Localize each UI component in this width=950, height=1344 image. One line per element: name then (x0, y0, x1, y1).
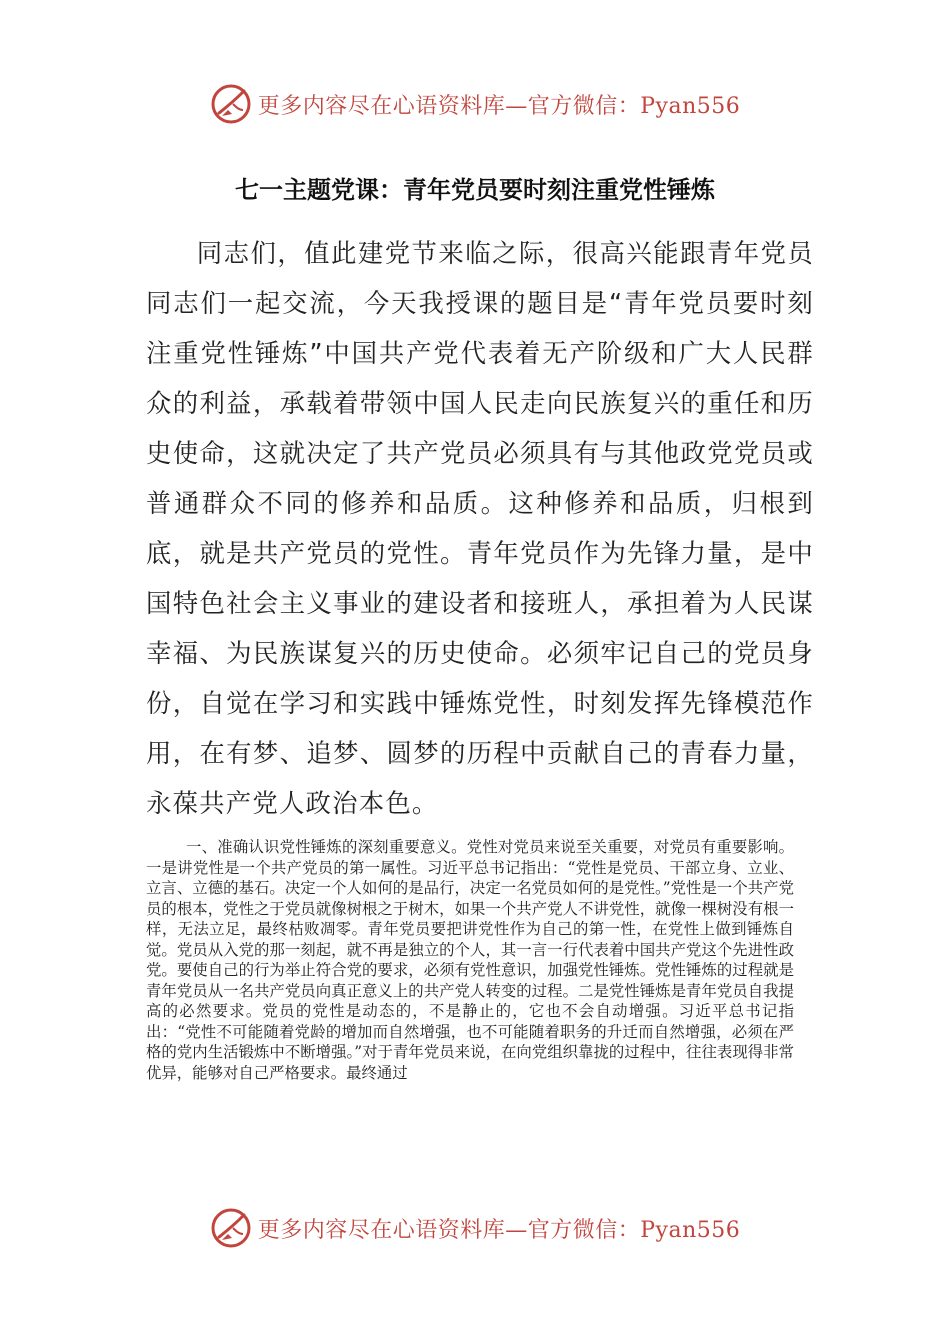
pen-logo-icon (210, 83, 252, 125)
footer-banner-text: 更多内容尽在心语资料库—官方微信：Pyan556 (257, 1217, 741, 1243)
header-banner (0, 82, 950, 126)
section-one-paragraph: 一、准确认识党性锤炼的深刻重要意义。党性对党员来说至关重要，对党员有重要影响。一是讲党性是一个共产党员的第一属性。习近平总书记指出：“党性是党员、干部立身、立业、立言、立德的基石。决定一个人如何的是品行，决定一名党员如何的是党性。”党性是一个共产党员的根本，党性之于党员就像树根之于树木，如果一个共产党人不讲党性，就像一棵树没有根一样，无法立足，最终枯败凋零。青年党员要把讲党性作为自己的第一性，在党性上做到锤炼自觉。党员从入党的那一刻起，就不再是独立的个人，其一言一行代表着中国共产党这个先进性政党。要使自己的行为举止符合党的要求，必须有党性意识，加强党性锤炼。党性锤炼的过程就是青年党员从一名共产党员向真正意义上的共产党人转变的过程。二是党性锤炼是青年党员自我提高的必然要求。党员的党性是动态的，不是静止的，它也不会自动增强。习近平总书记指出：“党性不可能随着党龄的增加而自然增强，也不可能随着职务的升迁而自然增强，必须在严格的党内生活锻炼中不断增强。”对于青年党员来说，在向党组织靠拢的过程中，往往表现得非常优异，能够对自己严格要求。最终通过 (146, 838, 794, 1082)
document-title: 七一主题党课：青年党员要时刻注重党性锤炼 (235, 176, 715, 204)
intro-paragraph: 同志们，值此建党节来临之际，很高兴能跟青年党员同志们一起交流，今天我授课的题目是“青年党员要时刻注重党性锤炼”中国共产党代表着无产阶级和广大人民群众的利益，承载着带领中国人民走向民族复兴的重任和历史使命，这就决定了共产党员必须具有与其他政党党员或普通群众不同的修养和品质。这种修养和品质，归根到底，就是共产党员的党性。青年党员作为先锋力量，是中国特色社会主义事业的建设者和接班人，承担着为人民谋幸福、为民族谋复兴的历史使命。必须牢记自己的党员身份，自觉在学习和实践中锤炼党性，时刻发挥先锋模范作用，在有梦、追梦、圆梦的历程中贡献自己的青春力量，永葆共产党人政治本色。 (146, 238, 814, 818)
pen-logo-icon (210, 1207, 252, 1249)
banner-text: 更多内容尽在心语资料库—官方微信：Pyan556 (257, 93, 741, 119)
footer-banner (0, 1206, 950, 1250)
